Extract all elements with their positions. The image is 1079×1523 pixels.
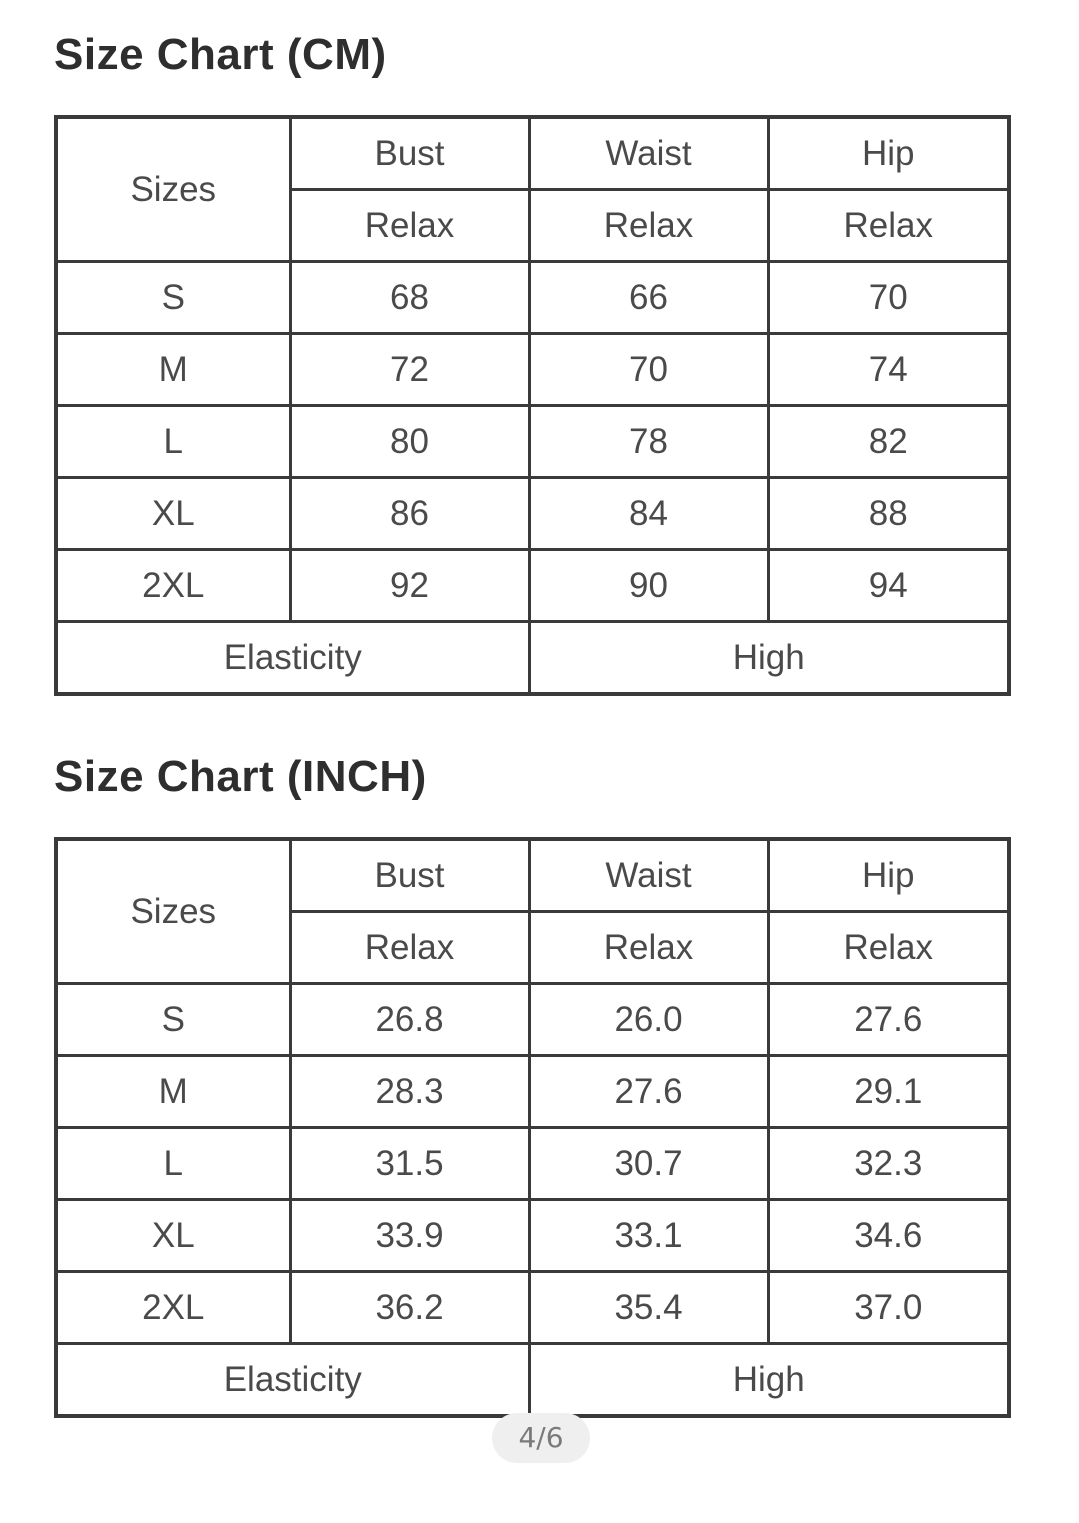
waist-value-cell: 35.4 xyxy=(529,1272,768,1344)
waist-value-cell: 33.1 xyxy=(529,1200,768,1272)
size-chart-cm-table xyxy=(54,115,1011,696)
elasticity-label-cell: Elasticity xyxy=(56,1344,529,1417)
bust-value-cell: 92 xyxy=(290,550,529,622)
size-cell: L xyxy=(56,1128,290,1200)
waist-value-cell: 70 xyxy=(529,334,768,406)
hip-value-cell: 88 xyxy=(768,478,1009,550)
hip-value-cell: 37.0 xyxy=(768,1272,1009,1344)
size-cell: M xyxy=(56,334,290,406)
hip-header-cell: Hip xyxy=(768,117,1009,190)
size-cell: M xyxy=(56,1056,290,1128)
waist-fit-cell: Relax xyxy=(529,912,768,984)
table-header-row xyxy=(56,839,1009,912)
hip-value-cell: 94 xyxy=(768,550,1009,622)
table-footer-row xyxy=(56,622,1009,695)
bust-value-cell: 68 xyxy=(290,262,529,334)
sizes-header-cell: Sizes xyxy=(56,117,290,262)
hip-value-cell: 70 xyxy=(768,262,1009,334)
waist-value-cell: 90 xyxy=(529,550,768,622)
hip-value-cell: 29.1 xyxy=(768,1056,1009,1128)
table-footer-row xyxy=(56,1344,1009,1417)
table-row xyxy=(56,1128,1009,1200)
table-row xyxy=(56,984,1009,1056)
table-row xyxy=(56,478,1009,550)
hip-value-cell: 32.3 xyxy=(768,1128,1009,1200)
table-row xyxy=(56,550,1009,622)
size-chart-cm-title: Size Chart (CM) xyxy=(54,30,387,79)
table-row xyxy=(56,334,1009,406)
hip-value-cell: 34.6 xyxy=(768,1200,1009,1272)
elasticity-value-cell: High xyxy=(529,1344,1009,1417)
bust-value-cell: 86 xyxy=(290,478,529,550)
size-cell: XL xyxy=(56,478,290,550)
waist-value-cell: 84 xyxy=(529,478,768,550)
waist-header-cell: Waist xyxy=(529,839,768,912)
bust-header-cell: Bust xyxy=(290,117,529,190)
bust-fit-cell: Relax xyxy=(290,190,529,262)
table-row xyxy=(56,406,1009,478)
table-header-row xyxy=(56,117,1009,190)
size-cell: L xyxy=(56,406,290,478)
waist-value-cell: 30.7 xyxy=(529,1128,768,1200)
bust-value-cell: 72 xyxy=(290,334,529,406)
size-chart-inch-table xyxy=(54,837,1011,1418)
sizes-header-cell: Sizes xyxy=(56,839,290,984)
bust-fit-cell: Relax xyxy=(290,912,529,984)
waist-fit-cell: Relax xyxy=(529,190,768,262)
size-cell: S xyxy=(56,262,290,334)
bust-value-cell: 31.5 xyxy=(290,1128,529,1200)
hip-header-cell: Hip xyxy=(768,839,1009,912)
waist-value-cell: 66 xyxy=(529,262,768,334)
waist-value-cell: 78 xyxy=(529,406,768,478)
size-cell: S xyxy=(56,984,290,1056)
hip-fit-cell: Relax xyxy=(768,912,1009,984)
waist-value-cell: 27.6 xyxy=(529,1056,768,1128)
waist-value-cell: 26.0 xyxy=(529,984,768,1056)
table-row xyxy=(56,1056,1009,1128)
table-row xyxy=(56,1272,1009,1344)
table-row xyxy=(56,262,1009,334)
hip-value-cell: 74 xyxy=(768,334,1009,406)
hip-value-cell: 82 xyxy=(768,406,1009,478)
size-cell: 2XL xyxy=(56,550,290,622)
waist-header-cell: Waist xyxy=(529,117,768,190)
hip-value-cell: 27.6 xyxy=(768,984,1009,1056)
bust-value-cell: 28.3 xyxy=(290,1056,529,1128)
hip-fit-cell: Relax xyxy=(768,190,1009,262)
bust-value-cell: 26.8 xyxy=(290,984,529,1056)
bust-value-cell: 36.2 xyxy=(290,1272,529,1344)
table-row xyxy=(56,1200,1009,1272)
image-page-indicator: 4/6 xyxy=(492,1413,590,1463)
bust-header-cell: Bust xyxy=(290,839,529,912)
size-cell: 2XL xyxy=(56,1272,290,1344)
bust-value-cell: 80 xyxy=(290,406,529,478)
bust-value-cell: 33.9 xyxy=(290,1200,529,1272)
size-chart-inch-title: Size Chart (INCH) xyxy=(54,752,427,801)
elasticity-label-cell: Elasticity xyxy=(56,622,529,695)
elasticity-value-cell: High xyxy=(529,622,1009,695)
size-cell: XL xyxy=(56,1200,290,1272)
